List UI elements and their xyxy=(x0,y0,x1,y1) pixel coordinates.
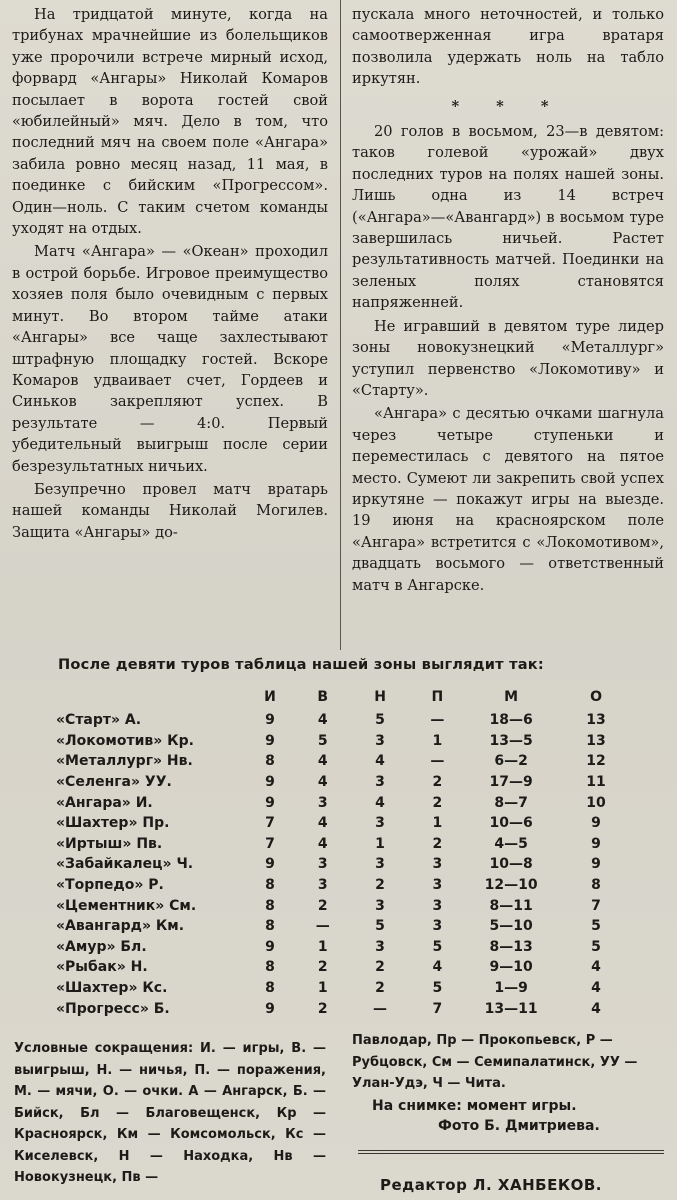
table-row xyxy=(56,957,636,978)
cell-games: 8 xyxy=(265,897,275,914)
cell-points: 5 xyxy=(591,938,601,955)
cell-points: 4 xyxy=(591,959,601,976)
article-paragraph: «Ангара» с десятью очками шагнула через четыре ступеньки и переместилась с девятого на пятое место. Сумеют ли закрепить свой успех иркутяне — покажут игры на выезде. 19 июня на красноярском поле «Ангара» встретится с «Локомотивом», двадцать восьмого — ответственный матч в Ангарске. xyxy=(352,405,664,594)
cell-draws: 3 xyxy=(375,938,385,955)
table-row xyxy=(56,875,636,896)
cell-draws: 2 xyxy=(375,959,385,976)
cell-wins: 3 xyxy=(317,794,328,811)
header-games: И xyxy=(264,689,276,705)
cell-losses: 5 xyxy=(432,980,443,997)
table-row xyxy=(56,895,636,916)
cell-team: «Ангара» И. xyxy=(56,794,153,811)
article-paragraph: На тридцатой минуте, когда на трибунах мрачнейшие из болельщиков уже пророчили встрече мирный исход, форвард «Ангары» Николай Комаров посылает в ворота гостей свой «юбилейный» мяч. Дело в том, что последний мяч на своем поле «Ангара» забила ровно месяц назад, 11 мая, в поединке с бийским «Прогрессом». Один—ноль. С таким счетом команды уходят на отдых. xyxy=(12,6,328,238)
cell-team: «Рыбак» Н. xyxy=(56,959,148,976)
abbreviations-text: Условные сокращения: И. — игры, В. — выигрыш, Н. — ничья, П. — поражения, М. — мячи, О. — очки. А — Ангарск, Б. — Бийск, Бл — Благовещенск, Кр — Красноярск, Км — Комсомольск, Кс — Киселевск, Н — Находка, Нв — Новокузнецк, Пв — xyxy=(14,1041,326,1185)
header-points: О xyxy=(590,689,602,705)
cell-team: «Шахтер» Кс. xyxy=(56,980,168,997)
cell-points: 8 xyxy=(591,877,601,894)
cell-points: 9 xyxy=(591,815,601,832)
header-team xyxy=(56,684,246,710)
cell-goals: 10—8 xyxy=(489,856,533,873)
cell-wins: 3 xyxy=(317,877,328,894)
cell-team: «Цементник» См. xyxy=(56,897,197,914)
cell-games: 9 xyxy=(265,1000,275,1017)
cell-draws: 2 xyxy=(375,877,385,894)
table-row xyxy=(56,916,636,937)
cell-points: 7 xyxy=(591,897,601,914)
cell-team: «Селенга» УУ. xyxy=(56,774,172,791)
cell-points: 13 xyxy=(586,732,606,749)
cell-losses: 3 xyxy=(432,897,443,914)
cell-wins: 4 xyxy=(317,753,328,770)
cell-games: 9 xyxy=(265,938,275,955)
cell-losses: 2 xyxy=(432,774,443,791)
table-row xyxy=(56,813,636,834)
cell-draws: — xyxy=(373,1000,388,1017)
cell-draws: 3 xyxy=(375,897,385,914)
cell-draws: 3 xyxy=(375,856,385,873)
photo-caption: На снимке: момент игры. xyxy=(372,1098,577,1114)
divider-line xyxy=(358,1150,664,1151)
cell-games: 7 xyxy=(265,815,275,832)
cell-draws: 5 xyxy=(375,712,385,729)
article-paragraph: 20 голов в восьмом, 23—в девятом: таков голевой «урожай» двух последних туров на полях нашей зоны. Лишь одна из 14 встреч («Ангара»—«Авангард») в восьмом туре завершилась ничьей. Растет результативность матчей. Поединки на зеленых полях становятся напряженней. xyxy=(352,123,664,312)
cell-goals: 5—10 xyxy=(489,918,533,935)
abbreviations-right xyxy=(352,1030,664,1095)
table-row xyxy=(56,978,636,999)
cell-goals: 13—11 xyxy=(484,1000,538,1017)
cell-losses: — xyxy=(430,712,445,729)
cell-games: 8 xyxy=(265,959,275,976)
cell-goals: 9—10 xyxy=(489,959,533,976)
cell-losses: 3 xyxy=(432,877,443,894)
cell-draws: 5 xyxy=(375,918,385,935)
cell-goals: 1—9 xyxy=(494,980,528,997)
cell-points: 10 xyxy=(586,794,606,811)
cell-goals: 8—13 xyxy=(489,938,533,955)
cell-losses: 5 xyxy=(432,938,443,955)
standings-header-row xyxy=(56,684,636,710)
cell-losses: 2 xyxy=(432,794,443,811)
cell-points: 12 xyxy=(586,753,606,770)
cell-points: 4 xyxy=(591,1000,601,1017)
cell-wins: 1 xyxy=(317,980,328,997)
cell-wins: 2 xyxy=(317,1000,328,1017)
article-left-column xyxy=(12,4,328,543)
cell-goals: 6—2 xyxy=(494,753,528,770)
cell-losses: 2 xyxy=(432,835,443,852)
cell-games: 8 xyxy=(265,877,275,894)
cell-points: 9 xyxy=(591,856,601,873)
photo-credit: Фото Б. Дмитриева. xyxy=(438,1118,600,1134)
cell-games: 9 xyxy=(265,774,275,791)
cell-team: «Шахтер» Пр. xyxy=(56,815,170,832)
cell-draws: 4 xyxy=(375,794,385,811)
cell-goals: 8—7 xyxy=(494,794,528,811)
divider-line xyxy=(358,1153,664,1154)
standings-table xyxy=(56,684,636,1019)
cell-draws: 4 xyxy=(375,753,385,770)
table-row xyxy=(56,834,636,855)
cell-team: «Амур» Бл. xyxy=(56,938,147,955)
cell-wins: 4 xyxy=(317,774,328,791)
cell-points: 11 xyxy=(586,774,606,791)
cell-points: 9 xyxy=(591,835,601,852)
table-row xyxy=(56,854,636,875)
cell-games: 8 xyxy=(265,918,275,935)
table-row xyxy=(56,792,636,813)
cell-wins: — xyxy=(315,918,330,935)
header-wins: В xyxy=(317,689,329,705)
standings-title: После девяти туров таблица нашей зоны выглядит так: xyxy=(58,656,544,673)
editor-signature: Редактор Л. ХАНБЕКОВ. xyxy=(380,1176,602,1194)
cell-team: «Старт» А. xyxy=(56,712,142,729)
cell-team: «Забайкалец» Ч. xyxy=(56,856,194,873)
cell-team: «Прогресс» Б. xyxy=(56,1000,170,1017)
cell-wins: 4 xyxy=(317,835,328,852)
abbreviations-text: Павлодар, Пр — Прокопьевск, Р — Рубцовск, См — Семипалатинск, УУ — Улан-Удэ, Ч — Чита. xyxy=(352,1033,638,1091)
article-right-column xyxy=(352,4,664,596)
table-row xyxy=(56,751,636,772)
section-separator: * * * xyxy=(451,97,565,115)
article-paragraph: Не игравший в девятом туре лидер зоны новокузнецкий «Металлург» уступил первенство «Локомотиву» и «Старту». xyxy=(352,317,664,399)
cell-games: 8 xyxy=(265,753,275,770)
article-paragraph: Безупречно провел матч вратарь нашей команды Николай Могилев. Защита «Ангары» до- xyxy=(12,480,328,541)
abbreviations-left xyxy=(14,1038,326,1189)
cell-wins: 3 xyxy=(317,856,328,873)
cell-draws: 3 xyxy=(375,815,385,832)
cell-points: 4 xyxy=(591,980,601,997)
cell-points: 5 xyxy=(591,918,601,935)
cell-losses: — xyxy=(430,753,445,770)
cell-wins: 2 xyxy=(317,959,328,976)
table-row xyxy=(56,998,636,1019)
cell-losses: 4 xyxy=(432,959,443,976)
cell-games: 8 xyxy=(265,980,275,997)
table-row xyxy=(56,937,636,958)
cell-goals: 13—5 xyxy=(489,732,533,749)
cell-losses: 7 xyxy=(432,1000,443,1017)
cell-goals: 17—9 xyxy=(489,774,533,791)
article-paragraph: Матч «Ангара» — «Океан» проходил в острой борьбе. Игровое преимущество хозяев поля было очевидным с первых минут. Во втором тайме атаки «Ангары» все чаще захлестывают штрафную площадку гостей. Вскоре Комаров удваивает счет, Гордеев и Синьков закрепляют успех. В результате — 4:0. Первый убедительный выигрыш после серии безрезультатных ничьих. xyxy=(12,243,328,475)
table-row xyxy=(56,710,636,731)
cell-games: 9 xyxy=(265,856,275,873)
cell-goals: 18—6 xyxy=(489,712,533,729)
cell-goals: 10—6 xyxy=(489,815,533,832)
cell-draws: 3 xyxy=(375,774,385,791)
article-continuation: пускала много неточностей, и только самоотверженная игра вратаря позволила удержать ноль на табло иркутян. xyxy=(352,6,664,88)
header-draws: Н xyxy=(374,689,386,705)
cell-draws: 1 xyxy=(375,835,385,852)
column-divider xyxy=(340,0,341,650)
cell-games: 9 xyxy=(265,712,275,729)
table-row xyxy=(56,772,636,793)
table-row xyxy=(56,731,636,752)
cell-points: 13 xyxy=(586,712,606,729)
cell-goals: 4—5 xyxy=(494,835,528,852)
cell-losses: 3 xyxy=(432,856,443,873)
cell-wins: 4 xyxy=(317,712,328,729)
cell-wins: 1 xyxy=(317,938,328,955)
cell-losses: 3 xyxy=(432,918,443,935)
cell-team: «Авангард» Км. xyxy=(56,918,185,935)
cell-team: «Иртыш» Пв. xyxy=(56,835,163,852)
cell-goals: 8—11 xyxy=(489,897,533,914)
cell-team: «Металлург» Нв. xyxy=(56,753,193,770)
cell-games: 7 xyxy=(265,835,275,852)
cell-wins: 5 xyxy=(317,732,328,749)
cell-wins: 2 xyxy=(317,897,328,914)
cell-games: 9 xyxy=(265,732,275,749)
cell-losses: 1 xyxy=(432,732,443,749)
cell-draws: 3 xyxy=(375,732,385,749)
cell-draws: 2 xyxy=(375,980,385,997)
cell-team: «Торпедо» Р. xyxy=(56,877,164,894)
header-losses: П xyxy=(431,689,444,705)
header-goals: М xyxy=(504,689,519,705)
cell-wins: 4 xyxy=(317,815,328,832)
cell-goals: 12—10 xyxy=(484,877,538,894)
cell-losses: 1 xyxy=(432,815,443,832)
cell-team: «Локомотив» Кр. xyxy=(56,732,194,749)
cell-games: 9 xyxy=(265,794,275,811)
